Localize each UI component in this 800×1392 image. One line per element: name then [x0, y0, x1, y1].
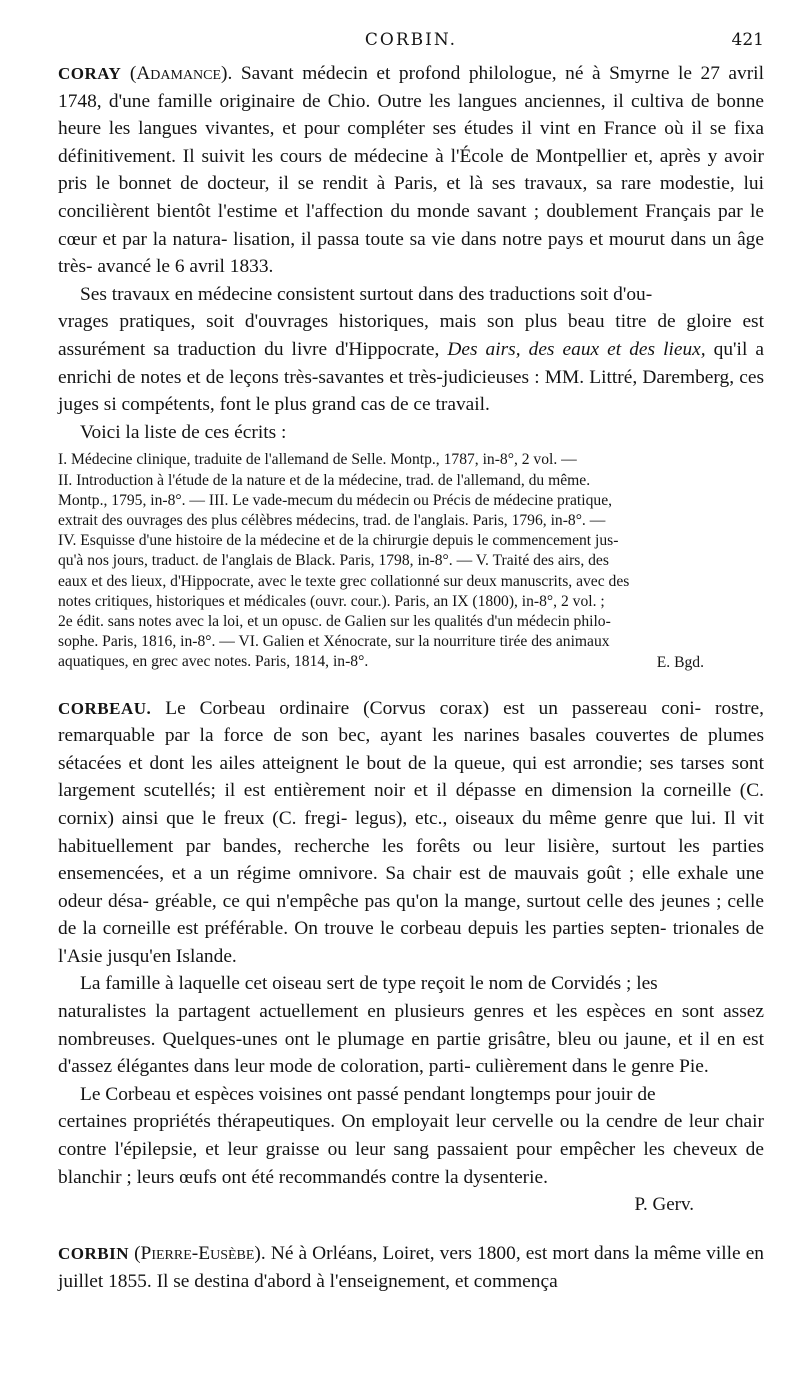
bibliography-line: sophe. Paris, 1816, in-8°. — VI. Galien et Xénocrate, sur la nourriture tirée des animaux [58, 633, 610, 651]
bibliography-line: eaux et des lieux, d'Hippocrate, avec le texte grec collationné sur deux manuscrits, avec des [58, 572, 630, 590]
paragraph [58, 1240, 764, 1295]
bibliography-line: notes critiques, historiques et médicales (ouvr. cour.). Paris, an IX (1800), in-8°, 2 vol. ; [58, 592, 605, 610]
entry-corbin [58, 1240, 764, 1295]
text-line: les cheveux de blanchir ; leurs œufs ont été recommandés contre la dysenterie. [58, 1139, 764, 1188]
paragraph [58, 60, 764, 281]
text-line: lisation, il passa toute sa vie dans notre pays et mourut dans un âge très- [58, 228, 764, 278]
paragraph [58, 998, 764, 1081]
author-signature: P. Gerv. [634, 1194, 694, 1216]
text-line: de plumes sétacées et dont les ailes atteignent le bout de la queue, qui est [58, 725, 764, 774]
text-line: legus), etc., oiseaux du même genre que lui. Il vit habituellement par bandes, [58, 807, 764, 857]
page-header [58, 30, 764, 54]
text-line: sont assez nombreuses. Quelques-unes ont le plumage en partie grisâtre, bleu [58, 1001, 764, 1050]
page-number: 421 [731, 30, 764, 50]
text-line: naturalistes la partagent actuellement en plusieurs genres et les espèces en [58, 1001, 673, 1023]
text-line: Ses travaux en médecine consistent surtout dans des traductions soit d'ou- [80, 283, 653, 305]
entry-separator [58, 1218, 764, 1240]
text-line: MM. Littré, Daremberg, ces juges si compétents, font le plus grand cas de ce [58, 366, 764, 416]
paragraph [58, 419, 764, 447]
bibliography-line: II. Introduction à l'étude de la nature et de la médecine, trad. de l'allemand, du même. [58, 471, 591, 489]
text-line: Savant médecin et profond philologue, né à Smyrne [240, 63, 670, 84]
text-line: Le Corbeau ordinaire (Corvus corax) est un passereau coni- [165, 697, 702, 719]
paragraph [58, 695, 764, 971]
paragraph [58, 281, 764, 309]
text-line: recherche les forêts ou leur lisière, surtout les parties ensemencées, et a un [58, 835, 764, 885]
paragraph [58, 308, 764, 418]
entry-headword: CORBEAU. [58, 698, 152, 718]
text-line: dépasse en dimension la corneille (C. cornix) ainsi que le freux (C. fregi- [58, 780, 764, 829]
text-line: ou jaune, et il en est d'assez élégantes dans leur mode de coloration, parti- [58, 1028, 764, 1078]
text-line: régime omnivore. Sa chair est de mauvais goût ; elle exhale une odeur désa- [58, 863, 764, 912]
entry-headword: CORBIN [58, 1244, 130, 1264]
text-line: culièrement dans le genre Pie. [475, 1056, 709, 1078]
text-line: rostre, remarquable par la force de son bec, ayant les narines basales couvertes [58, 697, 764, 747]
bibliography-line: Montp., 1795, in-8°. — III. Le vade-mecum du médecin ou Précis de médecine pratique, [58, 491, 613, 509]
bibliography-line: qu'à nos jours, traduct. de l'anglais de Black. Paris, 1798, in-8°. — V. Traité des airs, des [58, 552, 609, 570]
paragraph [58, 1108, 764, 1191]
italic-title: lieux, [663, 338, 706, 360]
text-line: Voici la liste de ces écrits : [80, 421, 287, 443]
text-line: de la corneille est préférable. On trouve le corbeau depuis les parties septen- [58, 918, 667, 940]
bibliography-line: IV. Esquisse d'une histoire de la médecine et de la chirurgie depuis le commencement jus- [58, 532, 619, 550]
text-line: vrages pratiques, soit d'ouvrages historiques, mais son plus beau titre de gloire [58, 311, 732, 333]
text-line: Né à Orléans, Loiret, vers 1800, est mort dans la [270, 1243, 649, 1265]
running-title: CORBIN. [364, 30, 458, 50]
page-body [58, 60, 764, 1295]
text-line: Paris, et là ses travaux, sa rare modestie, lui concilièrent bientôt l'estime et [58, 173, 764, 222]
paragraph [58, 1081, 764, 1109]
bibliography-line: 2e édit. sans notes avec la loi, et un opusc. de Galien sur les qualités d'un médecin philo- [58, 612, 611, 630]
text-line: vint en France où il se fixa définitivement. Il suivit les cours de médecine à [58, 118, 764, 167]
text-line: trionales de l'Asie jusqu'en Islande. [58, 918, 764, 967]
text-line: arrondie; ses tarses sont largement scutellés; il est entièrement noir et il [58, 752, 764, 802]
entry-coray [58, 60, 764, 673]
text-line: est assurément sa traduction du livre d'Hippocrate, [58, 311, 764, 360]
text-line: qu'il a enrichi de notes et de leçons très-savantes et très-judicieuses : [58, 338, 764, 388]
text-line: avancé le 6 avril 1833. [97, 256, 274, 278]
text-line: il cultiva de bonne heure les langues vivantes, et pour compléter ses études il [58, 90, 764, 140]
entry-headword: CORAY [58, 64, 122, 83]
entry-headword-paren: (Adamance). [129, 63, 233, 84]
text-line: travail. [435, 394, 490, 416]
bibliography-line: extrait des ouvrages des plus célèbres médecins, trad. de l'anglais. Paris, 1796, in-8°. — [58, 511, 606, 529]
bibliography [58, 450, 764, 672]
text-line: gréable, ce qui n'empêche pas qu'on la mange, surtout celle des jeunes ; celle [154, 890, 764, 912]
bibliography-line: I. Médecine clinique, traduite de l'allemand de Selle. Montp., 1787, in-8°, 2 vol. — [58, 451, 577, 469]
text-line: leur chair contre l'épilepsie, et leur graisse ou leur sang passaient pour empêcher [58, 1111, 764, 1161]
bibliography-line: aquatiques, en grec avec notes. Paris, 1814, in-8°. [58, 653, 369, 671]
text-line: La famille à laquelle cet oiseau sert de type reçoit le nom de Corvidés ; les [80, 973, 658, 995]
text-line: même ville en juillet 1855. Il se destina d'abord à l'enseignement, et commença [58, 1243, 764, 1292]
italic-title: Des airs, des eaux et des [447, 338, 656, 360]
text-line: le 27 avril 1748, d'une famille originaire de Chio. Outre les langues anciennes, [58, 63, 764, 112]
entry-corbeau [58, 695, 764, 1219]
text-line: l'affection du monde savant ; doublement Français par le cœur et par la natura- [58, 200, 764, 250]
entry-headword-paren: (Pierre-Eusèbe). [134, 1243, 266, 1265]
entry-separator [58, 673, 764, 695]
text-line: l'École de Montpellier et, après y avoir pris le bonnet de docteur, il se rendit à [58, 145, 764, 195]
text-line: Le Corbeau et espèces voisines ont passé pendant longtemps pour jouir de [80, 1083, 656, 1105]
paragraph [58, 970, 764, 998]
author-signature: E. Bgd. [656, 653, 704, 671]
text-line: certaines propriétés thérapeutiques. On employait leur cervelle ou la cendre de [58, 1111, 683, 1133]
